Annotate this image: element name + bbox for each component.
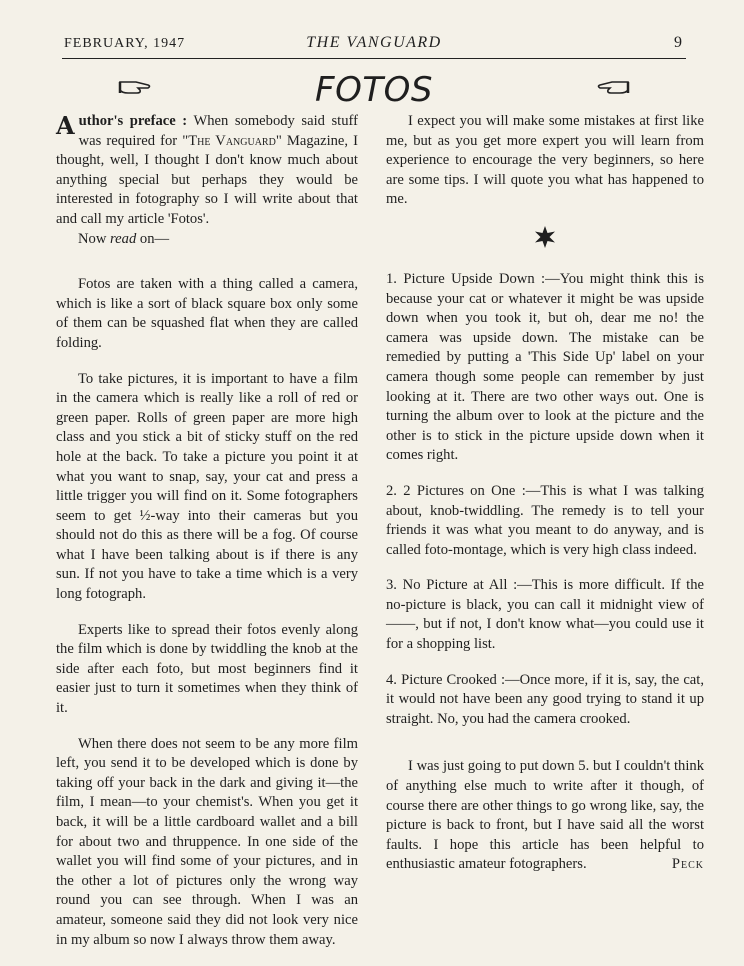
tip-crooked: 4. Picture Crooked :—Once more, if it is, say, the cat, it would not have been any good trying to stand it up straight. No, you had the camera crooked. xyxy=(386,671,704,727)
paragraph: To take pictures, it is important to have a film in the camera which is really like a roll of red or green paper. Rolls of green paper are more high class and you stick a bit of sticky stuff on the red hole at the back. To take a picture you point it at what you want to snap, say, your cat and press a little trigger you will find on it. Some fotographers seem to get ½-way into their cameras but you should not do this as there will be a fog. Of course what I have been talking about is if there is any sun. If not you have to take a time which is a very long fotograph. xyxy=(56,370,358,603)
issue-date: FEBRUARY, 1947 xyxy=(64,36,186,51)
now-read-text: Now xyxy=(78,230,111,247)
closing-text: I was just going to put down 5. but I couldn't think of anything else much to write after it though, of course there are other things to go wrong like, say, the picture is back to front, but I have said all the worst faults. I hope this article has been helpful to enthusiastic amateur fotographers. xyxy=(386,758,704,873)
section-divider xyxy=(386,226,704,252)
page-number: 9 xyxy=(674,34,682,51)
pointing-hand-icon xyxy=(596,76,630,98)
paragraph: Experts like to spread their fotos evenly along the film which is done by twiddling the knob at the side after each foto, but most beginners find it easier just to turn it sometimes when they think of it. xyxy=(56,621,358,717)
author-signature: Peck xyxy=(671,856,704,873)
drop-cap: A xyxy=(56,111,75,140)
closing-paragraph xyxy=(386,757,704,875)
paragraph: Fotos are taken with a thing called a camera, which is like a sort of black square box only some of them can be squashed flat when they are called folding. xyxy=(56,276,358,351)
preface-label: uthor's preface : xyxy=(78,113,188,129)
left-column xyxy=(56,112,358,966)
six-point-star-icon xyxy=(534,226,556,248)
author-preface xyxy=(56,112,358,249)
tip-two-pictures: 2. 2 Pictures on One :—This is what I was talking about, knob-twiddling. The remedy is to tell your friends it was what you meant to do anyway, and is called foto-montage, which is very high class indeed. xyxy=(386,482,704,558)
paragraph: When there does not seem to be any more film left, you send it to be developed which is done by taking off your back in the dark and giving it—the film, I mean—to your chemist's. When you get it back, it will be a little cardboard wallet and a bill for about two and thruppence. In one side of the wallet you will find some of your pictures, and in the other a lot of pictures only the wrong way round you can see through. When I was an amateur, someone said they did not look very nice in my album so now I always throw them away. xyxy=(56,735,358,948)
preface-text-part: When somebody said stuff was required for " xyxy=(78,113,358,149)
tip-upside-down: 1. Picture Upside Down :—You might think this is because your cat or whatever it might be was upside down when you took it, but oh, dear me no! the camera was upside down. The mistake can be remedied by putting a 'This Side Up' label on your camera though some people can remember by just looking at it. There are two other ways out. One is turning the album over to look at the picture and the other is to stick in the picture upside down when it comes right. xyxy=(386,270,704,464)
right-column xyxy=(386,112,704,891)
now-read-italic: read xyxy=(110,230,137,247)
tip-no-picture: 3. No Picture at All :—This is more difficult. If the no-picture is black, you can call it midnight view of ——, but if not, I don't know what—you could use it for a shopping list. xyxy=(386,577,704,653)
title-row xyxy=(62,66,686,116)
preface-magazine-ref: The Vanguard xyxy=(188,132,276,149)
preface-text-part: " Magazine, I thought, well, I thought I don't know much about anything special but perhaps they would be interested in fotography so I will write about that and call my article 'Fotos'. xyxy=(56,132,359,227)
article-title: FOTOS xyxy=(315,70,433,110)
intro-paragraph: I expect you will make some mistakes at first like me, but as you get more expert you will learn from experience to encourage the very beginners, so here are some tips. I will quote you what has happened to me. xyxy=(386,113,704,208)
running-header xyxy=(62,34,686,59)
magazine-name: THE VANGUARD xyxy=(306,34,442,51)
now-read-text: on— xyxy=(136,230,170,247)
